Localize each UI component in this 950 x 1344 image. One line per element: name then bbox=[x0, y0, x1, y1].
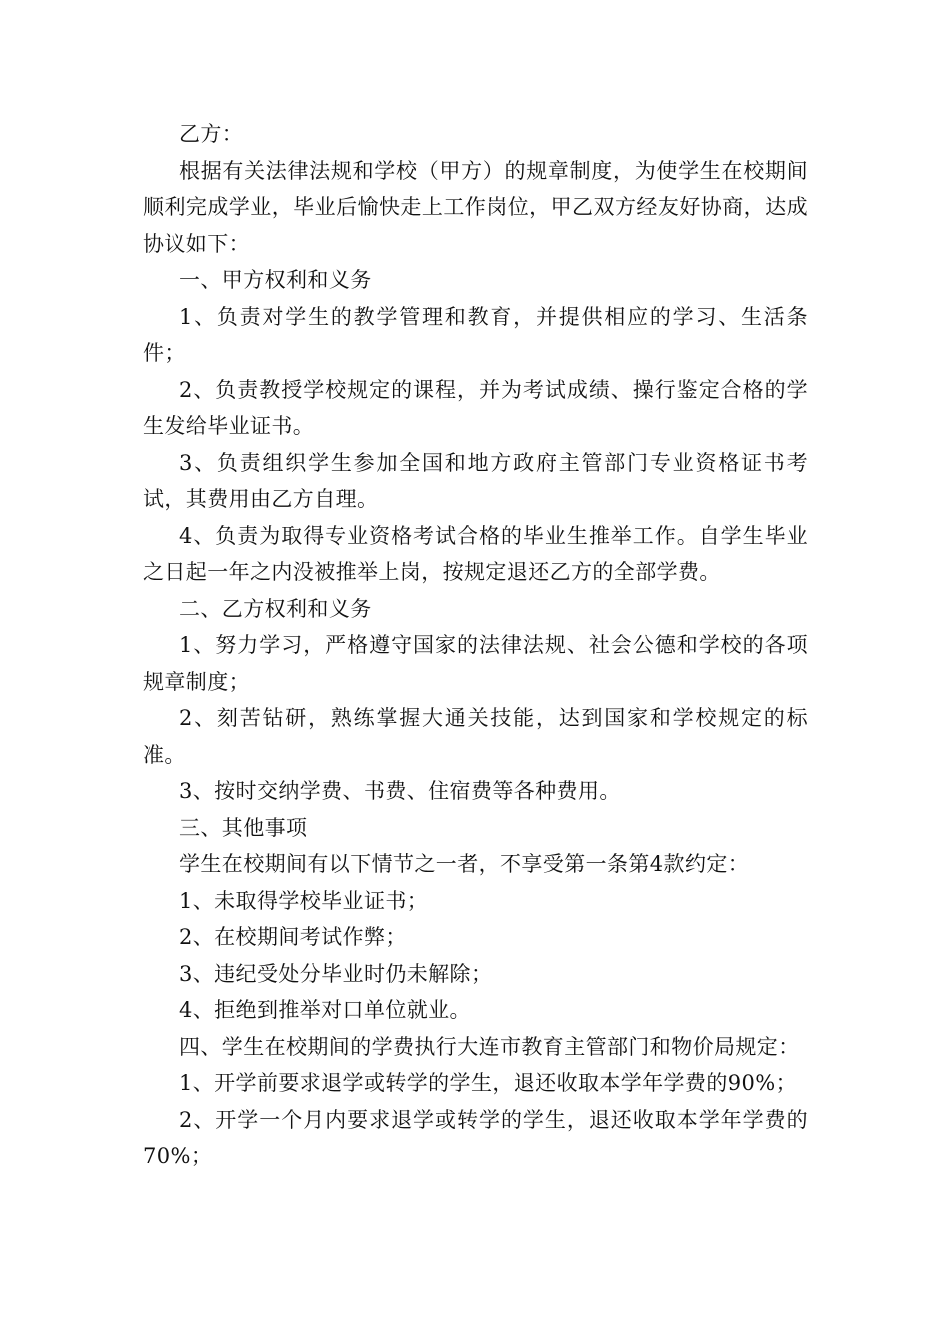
exclusion-item-2: 2、在校期间考试作弊； bbox=[179, 925, 407, 949]
exclusion-item-4: 4、拒绝到推举对口单位就业。 bbox=[179, 998, 471, 1022]
section-heading-party-a: 一、甲方权利和义务 bbox=[179, 268, 372, 292]
preamble-paragraph: 根据有关法律法规和学校（甲方）的规章制度，为使学生在校期间顺利完成学业，毕业后愉快走上工作岗位，甲乙双方经友好协商，达成协议如下： bbox=[143, 158, 808, 256]
tuition-clause-2: 2、开学一个月内要求退学或转学的学生，退还收取本学年学费的70%； bbox=[143, 1107, 808, 1168]
tuition-clause-1: 1、开学前要求退学或转学的学生，退还收取本学年学费的90%； bbox=[179, 1071, 798, 1095]
party-a-clause-4: 4、负责为取得专业资格考试合格的毕业生推举工作。自学生毕业之日起一年之内没被推举上岗，按规定退还乙方的全部学费。 bbox=[143, 523, 808, 584]
party-b-clause-2: 2、刻苦钻研，熟练掌握大通关技能，达到国家和学校规定的标准。 bbox=[143, 706, 808, 767]
section-heading-tuition: 四、学生在校期间的学费执行大连市教育主管部门和物价局规定： bbox=[179, 1034, 800, 1059]
party-a-clause-2: 2、负责教授学校规定的课程，并为考试成绩、操行鉴定合格的学生发给毕业证书。 bbox=[143, 377, 808, 438]
exclusion-item-1: 1、未取得学校毕业证书； bbox=[179, 888, 429, 913]
party-b-label: 乙方： bbox=[179, 122, 244, 146]
party-a-clause-1: 1、负责对学生的教学管理和教育，并提供相应的学习、生活条件； bbox=[143, 304, 808, 365]
party-b-clause-3: 3、按时交纳学费、书费、住宿费等各种费用。 bbox=[179, 779, 621, 803]
party-b-clause-1: 1、努力学习，严格遵守国家的法律法规、社会公德和学校的各项规章制度； bbox=[143, 633, 808, 694]
section-heading-party-b: 二、乙方权利和义务 bbox=[179, 596, 372, 621]
document-body bbox=[143, 116, 808, 1175]
exclusion-item-3: 3、违纪受处分毕业时仍未解除； bbox=[179, 961, 493, 986]
section-heading-other: 三、其他事项 bbox=[179, 815, 308, 840]
exclusion-intro: 学生在校期间有以下情节之一者，不享受第一条第4款约定： bbox=[179, 852, 750, 876]
party-a-clause-3: 3、负责组织学生参加全国和地方政府主管部门专业资格证书考试，其费用由乙方自理。 bbox=[143, 450, 808, 511]
